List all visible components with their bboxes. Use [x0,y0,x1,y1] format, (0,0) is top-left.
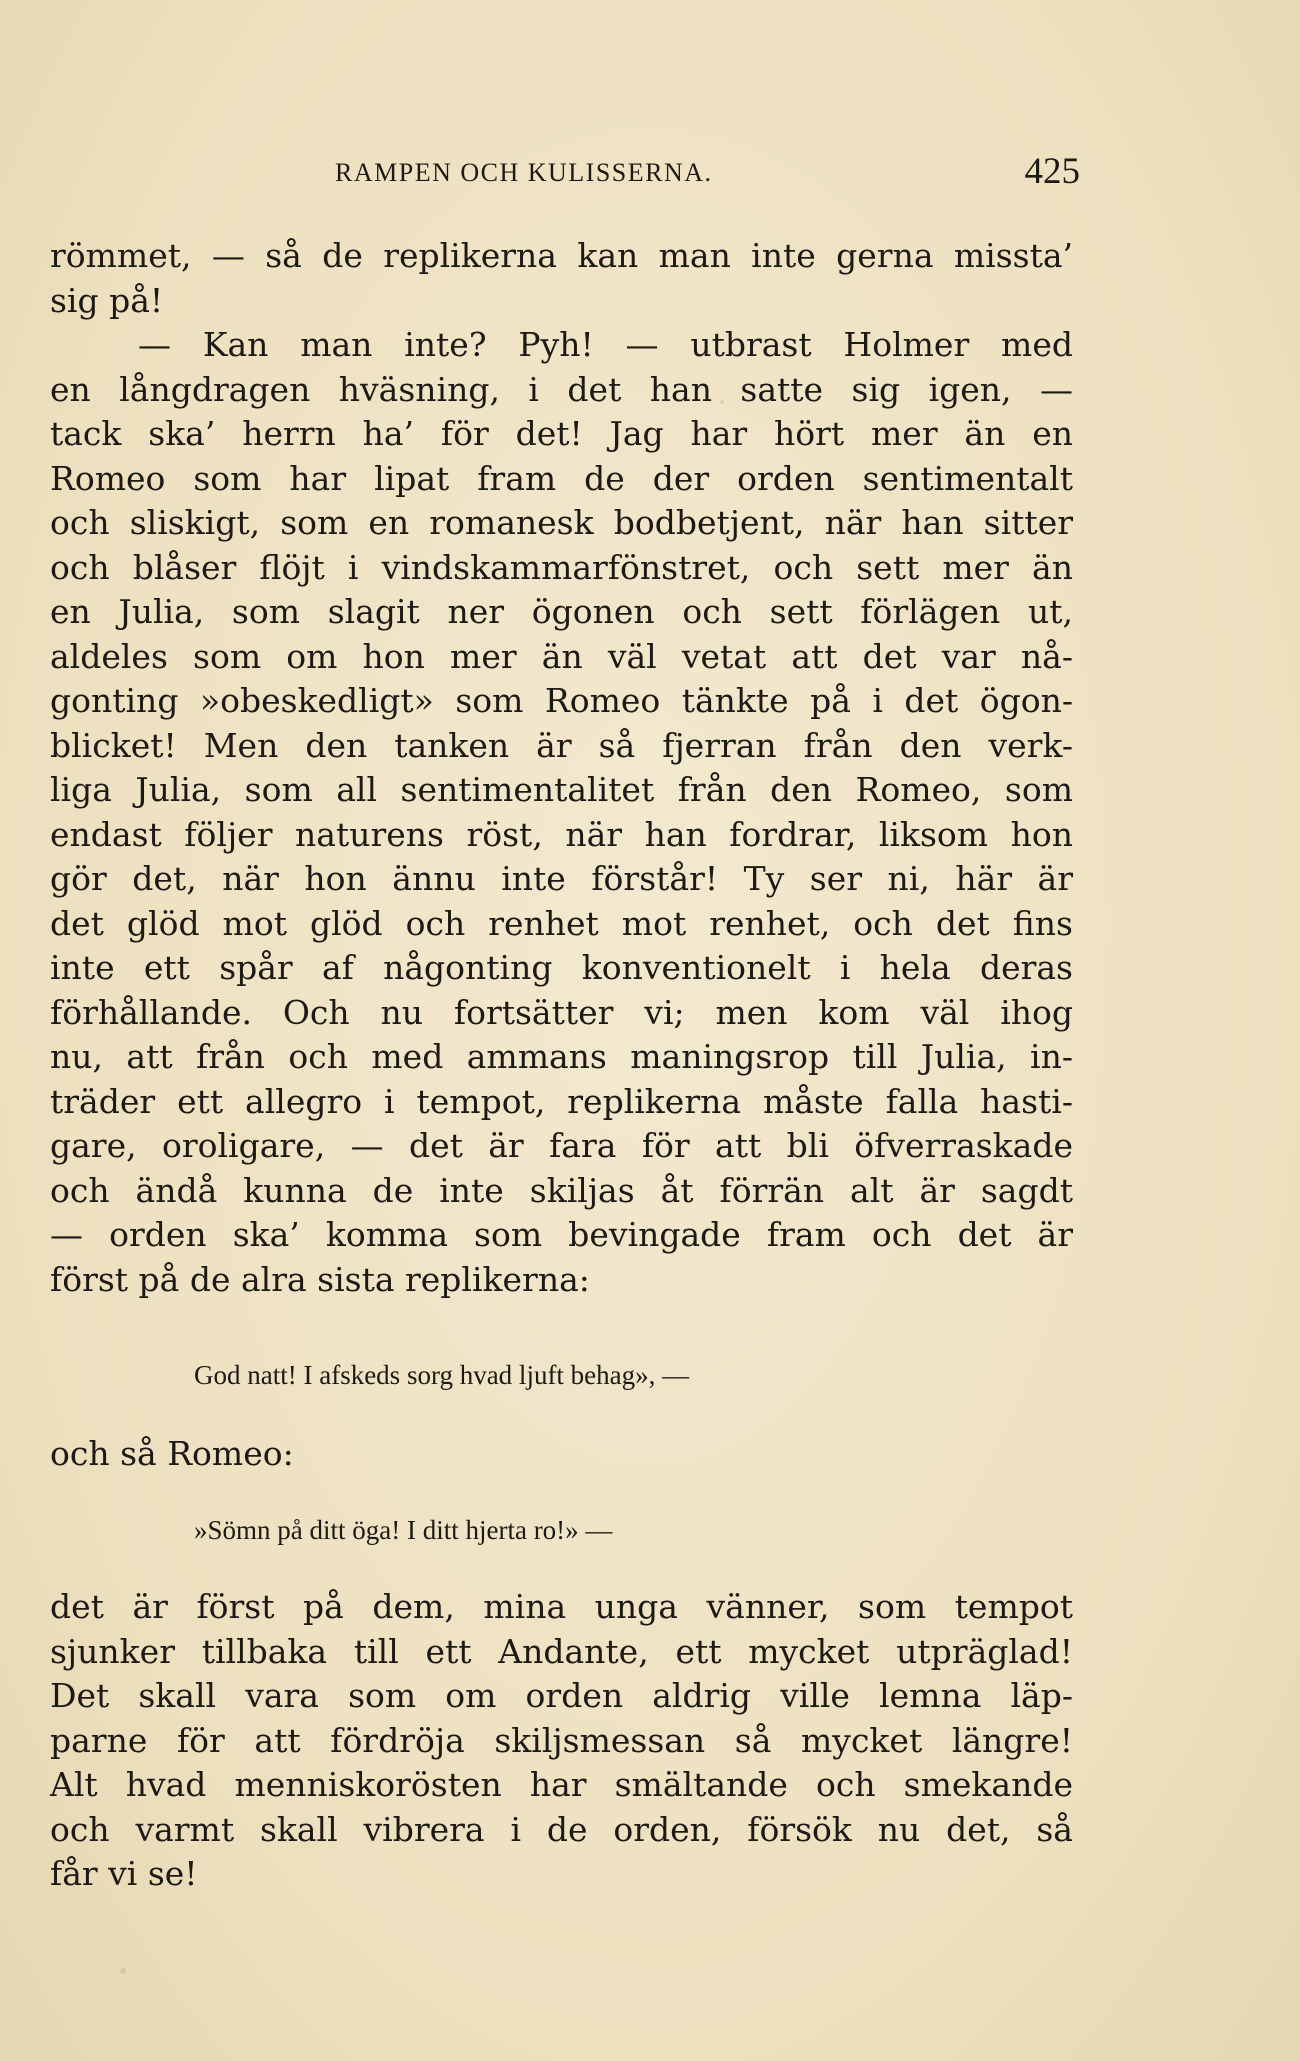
paper-spot [120,1968,126,1974]
text-line: Romeo som har lipat fram de der orden sentimentalt [50,458,1073,498]
text-line: sjunker tillbaka till ett Andante, ett mycket utpräglad! [50,1631,1073,1671]
verse-quote-2: »Sömn på ditt öga! I ditt hjerta ro!» — [194,1515,613,1545]
text-line: — Kan man inte? Pyh! — utbrast Holmer med [138,325,1073,364]
text-line: nu, att från och med ammans maningsrop till Julia, in- [50,1037,1073,1076]
page-number: 425 [1024,151,1080,192]
romeo-intro-line: och så Romeo: [50,1434,294,1473]
text-line: en Julia, som slagit ner ögonen och sett förlägen ut, [50,592,1073,631]
running-title: RAMPEN OCH KULISSERNA. [335,158,713,187]
verse-quote-1: God natt! I afskeds sorg hvad ljuft behag», — [194,1360,690,1390]
text-line: parne för att fördröja skiljsmessan så mycket längre! [50,1720,1073,1760]
text-line: det är först på dem, mina unga vänner, som tempot [50,1587,1073,1626]
paragraph-1 [50,234,1073,1302]
text-line: träder ett allegro i tempot, replikerna måste falla hasti- [50,1081,1073,1121]
text-line: inte ett spår af någonting konventionelt i hela deras [50,948,1073,987]
text-line: det glöd mot glöd och renhet mot renhet, och det fins [50,903,1073,943]
text-line: liga Julia, som all sentimentalitet från den Romeo, som [50,770,1073,809]
text-line: och blåser flöjt i vindskammarfönstret, och sett mer än [50,547,1073,587]
text-line: gonting »obeskedligt» som Romeo tänkte på i det ögon- [50,681,1073,720]
text-line: en långdragen hväsning, i det han satte sig igen, — [50,369,1073,409]
text-line: sig på! [50,280,164,320]
text-line: aldeles som om hon mer än väl vetat att det var nå- [50,636,1073,676]
text-line: römmet, — så de replikerna kan man inte gerna missta’ [50,236,1073,275]
text-line: får vi se! [50,1854,198,1893]
text-line: gör det, när hon ännu inte förstår! Ty ser ni, här är [50,859,1073,898]
text-line: Alt hvad menniskorösten har smältande och smekande [50,1765,1073,1804]
text-line: Det skall vara som om orden aldrig ville lemna läp- [50,1676,1073,1715]
text-line: endast följer naturens röst, när han fordrar, liksom hon [50,814,1073,854]
text-line: gare, oroligare, — det är fara för att bli öfverraskade [50,1126,1073,1165]
text-line: blicket! Men den tanken är så fjerran från den verk- [50,725,1073,765]
page-header [50,150,1080,200]
text-line: och sliskigt, som en romanesk bodbetjent, när han sitter [50,503,1073,542]
text-line: förhållande. Och nu fortsätter vi; men kom väl ihog [50,992,1073,1032]
text-line: — orden ska’ komma som bevingade fram och det är [50,1215,1073,1254]
text-line: först på de alra sista replikerna: [50,1259,590,1299]
paragraph-2 [50,1585,1073,1897]
text-line: och varmt skall vibrera i de orden, försök nu det, så [50,1809,1073,1849]
text-line: och ändå kunna de inte skiljas åt förrän alt är sagdt [50,1170,1073,1210]
text-line: tack ska’ herrn ha’ för det! Jag har hört mer än en [50,414,1073,453]
